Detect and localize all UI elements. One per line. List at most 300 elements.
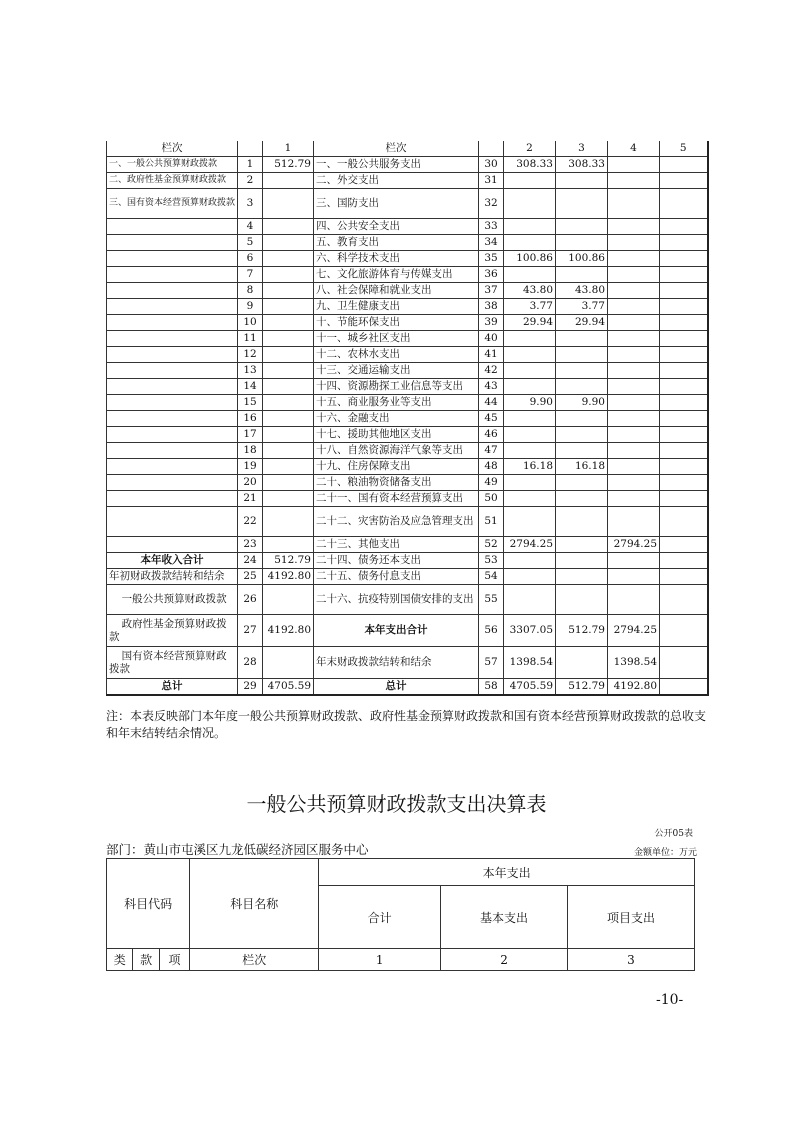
- table-row: [107, 299, 708, 315]
- table-row: [107, 395, 708, 411]
- expense-col5: [660, 173, 708, 189]
- income-row-no: 26: [238, 585, 263, 615]
- expense-project: [608, 173, 660, 189]
- expense-row-no: 46: [479, 427, 504, 443]
- header-total: 合计: [319, 886, 441, 949]
- income-item: [107, 315, 238, 331]
- expense-row-no: 30: [479, 157, 504, 173]
- table-row: [107, 283, 708, 299]
- income-row-no: 23: [238, 537, 263, 553]
- expense-row-no: 33: [479, 219, 504, 235]
- table-row: [107, 379, 708, 395]
- expense-project: [608, 363, 660, 379]
- income-amount: 512.79: [263, 553, 314, 569]
- expense-col5: [660, 283, 708, 299]
- expense-basic: [556, 379, 608, 395]
- income-item: [107, 347, 238, 363]
- expense-basic: [556, 427, 608, 443]
- income-item: [107, 251, 238, 267]
- expense-item: 总计: [314, 679, 479, 696]
- income-row-no: 10: [238, 315, 263, 331]
- income-amount: [263, 283, 314, 299]
- income-item: [107, 235, 238, 251]
- expense-total: [504, 347, 556, 363]
- table-row: [107, 585, 708, 615]
- expense-item: 五、教育支出: [314, 235, 479, 251]
- expense-item: 十四、资源勘探工业信息等支出: [314, 379, 479, 395]
- header-col-2: 2: [504, 141, 556, 157]
- table-row: [107, 679, 708, 696]
- expense-item: 二十三、其他支出: [314, 537, 479, 553]
- expense-col5: [660, 569, 708, 585]
- expense-col5: [660, 475, 708, 491]
- income-amount: [263, 395, 314, 411]
- expense-col5: [660, 615, 708, 647]
- expense-total: [504, 491, 556, 507]
- expense-basic: [556, 331, 608, 347]
- header-basic: 基本支出: [441, 886, 568, 949]
- income-amount: [263, 443, 314, 459]
- table-row: [107, 315, 708, 331]
- income-item: 三、国有资本经营预算财政拨款: [107, 189, 238, 219]
- income-row-no: 19: [238, 459, 263, 475]
- expense-total: 2794.25: [504, 537, 556, 553]
- header-kuan: 款: [133, 949, 159, 971]
- expense-row-no: 48: [479, 459, 504, 475]
- expense-row-no: 54: [479, 569, 504, 585]
- income-item: [107, 411, 238, 427]
- expense-row-no: 45: [479, 411, 504, 427]
- expense-item: 三、国防支出: [314, 189, 479, 219]
- table-note: 注：本表反映部门本年度一般公共预算财政拨款、政府性基金预算财政拨款和国有资本经营预算财政拨款的总收支和年末结转结余情况。: [106, 709, 707, 740]
- expense-project: [608, 427, 660, 443]
- table-row: [107, 569, 708, 585]
- income-amount: 4192.80: [263, 615, 314, 647]
- expense-project: [608, 569, 660, 585]
- expense-item: 七、文化旅游体育与传媒支出: [314, 267, 479, 283]
- expense-total: [504, 219, 556, 235]
- expense-total: [504, 331, 556, 347]
- expense-project: [608, 475, 660, 491]
- income-item: 总计: [107, 679, 238, 696]
- income-item: 二、政府性基金预算财政拨款: [107, 173, 238, 189]
- income-row-no: 21: [238, 491, 263, 507]
- expense-total: [504, 585, 556, 615]
- header-lanci-right: 栏次: [314, 141, 479, 157]
- expense-item: 十六、金融支出: [314, 411, 479, 427]
- expense-total: [504, 507, 556, 537]
- expense-total: [504, 427, 556, 443]
- income-amount: [263, 507, 314, 537]
- expense-row-no: 40: [479, 331, 504, 347]
- table-row: [107, 443, 708, 459]
- expenditure-table: [106, 858, 695, 971]
- income-amount: [263, 251, 314, 267]
- income-row-no: 12: [238, 347, 263, 363]
- expense-row-no: 44: [479, 395, 504, 411]
- income-amount: [263, 585, 314, 615]
- expense-col5: [660, 235, 708, 251]
- table-row: [107, 235, 708, 251]
- expense-col5: [660, 585, 708, 615]
- expense-row-no: 41: [479, 347, 504, 363]
- table-row: [107, 615, 708, 647]
- expense-project: 1398.54: [608, 647, 660, 679]
- expense-col5: [660, 363, 708, 379]
- income-amount: [263, 331, 314, 347]
- income-item: [107, 459, 238, 475]
- expense-project: [608, 553, 660, 569]
- expense-row-no: 37: [479, 283, 504, 299]
- income-amount: [263, 459, 314, 475]
- expense-col5: [660, 491, 708, 507]
- income-row-no: 18: [238, 443, 263, 459]
- expense-basic: [556, 363, 608, 379]
- expense-row-no: 39: [479, 315, 504, 331]
- expense-row-no: 31: [479, 173, 504, 189]
- expense-basic: 16.18: [556, 459, 608, 475]
- expense-basic: [556, 507, 608, 537]
- header-n2: 2: [441, 949, 568, 971]
- expense-project: [608, 585, 660, 615]
- income-amount: 4192.80: [263, 569, 314, 585]
- fiscal-summary-table: [106, 141, 709, 696]
- expense-basic: [556, 189, 608, 219]
- unit-label: 金额单位：万元: [633, 848, 697, 858]
- expense-project: 4192.80: [608, 679, 660, 696]
- income-item: [107, 267, 238, 283]
- income-row-no: 5: [238, 235, 263, 251]
- expense-basic: [556, 569, 608, 585]
- expense-project: [608, 283, 660, 299]
- table-row: [107, 507, 708, 537]
- table-row: [107, 173, 708, 189]
- expense-item: 一、一般公共服务支出: [314, 157, 479, 173]
- income-row-no: 4: [238, 219, 263, 235]
- expense-row-no: 52: [479, 537, 504, 553]
- table-row: [107, 475, 708, 491]
- income-amount: [263, 219, 314, 235]
- expense-row-no: 34: [479, 235, 504, 251]
- expense-row-no: 53: [479, 553, 504, 569]
- income-item: [107, 219, 238, 235]
- expense-row-no: 38: [479, 299, 504, 315]
- income-amount: [263, 173, 314, 189]
- income-amount: [263, 411, 314, 427]
- income-item: [107, 331, 238, 347]
- table-row: [107, 411, 708, 427]
- expense-basic: [556, 647, 608, 679]
- expense-project: 2794.25: [608, 615, 660, 647]
- income-amount: [263, 315, 314, 331]
- expense-basic: [556, 443, 608, 459]
- expense-project: [608, 443, 660, 459]
- expense-project: [608, 299, 660, 315]
- income-row-no: 14: [238, 379, 263, 395]
- income-amount: [263, 647, 314, 679]
- expense-item: 二十四、债务还本支出: [314, 553, 479, 569]
- expense-project: [608, 331, 660, 347]
- expense-basic: [556, 491, 608, 507]
- income-amount: [263, 267, 314, 283]
- income-row-no: 8: [238, 283, 263, 299]
- expense-project: [608, 157, 660, 173]
- table-row: [107, 331, 708, 347]
- table-row: [107, 189, 708, 219]
- expense-col5: [660, 395, 708, 411]
- table-row: [107, 459, 708, 475]
- income-amount: [263, 379, 314, 395]
- expense-item: 年末财政拨款结转和结余: [314, 647, 479, 679]
- expense-basic: [556, 267, 608, 283]
- income-amount: [263, 427, 314, 443]
- income-row-no: 2: [238, 173, 263, 189]
- header-col-3: 3: [556, 141, 608, 157]
- expense-total: 16.18: [504, 459, 556, 475]
- expense-project: [608, 235, 660, 251]
- expense-item: 二十二、灾害防治及应急管理支出: [314, 507, 479, 537]
- income-row-no: 6: [238, 251, 263, 267]
- income-item: 年初财政拨款结转和结余: [107, 569, 238, 585]
- table-row: [107, 251, 708, 267]
- table-header-row: [107, 141, 708, 157]
- income-row-no: 29: [238, 679, 263, 696]
- income-row-no: 16: [238, 411, 263, 427]
- header-col-5: 5: [660, 141, 708, 157]
- income-row-no: 15: [238, 395, 263, 411]
- expense-item: 九、卫生健康支出: [314, 299, 479, 315]
- expense-total: [504, 189, 556, 219]
- expense-col5: [660, 189, 708, 219]
- expense-basic: 9.90: [556, 395, 608, 411]
- expense-item: 十九、住房保障支出: [314, 459, 479, 475]
- expense-total: [504, 379, 556, 395]
- expense-col5: [660, 251, 708, 267]
- header-col-1: 1: [263, 141, 314, 157]
- income-item: [107, 395, 238, 411]
- expense-basic: [556, 219, 608, 235]
- expense-col5: [660, 537, 708, 553]
- expense-total: 3307.05: [504, 615, 556, 647]
- income-item: [107, 443, 238, 459]
- expense-total: [504, 363, 556, 379]
- income-amount: [263, 347, 314, 363]
- expense-col5: [660, 315, 708, 331]
- expense-project: [608, 507, 660, 537]
- income-item: [107, 537, 238, 553]
- header-project: 项目支出: [567, 886, 694, 949]
- expense-basic: [556, 173, 608, 189]
- page-number: -10-: [656, 992, 684, 1008]
- expense-item: 十五、商业服务业等支出: [314, 395, 479, 411]
- income-amount: [263, 363, 314, 379]
- expense-col5: [660, 459, 708, 475]
- expense-col5: [660, 347, 708, 363]
- header-lei: 类: [107, 949, 133, 971]
- expense-item: 本年支出合计: [314, 615, 479, 647]
- income-amount: [263, 491, 314, 507]
- income-item: [107, 491, 238, 507]
- expense-project: [608, 347, 660, 363]
- expense-col5: [660, 553, 708, 569]
- expense-item: 二十、粮油物资储备支出: [314, 475, 479, 491]
- expense-total: [504, 173, 556, 189]
- expense-project: [608, 491, 660, 507]
- section-title: 一般公共预算财政拨款支出决算表: [246, 792, 547, 816]
- expense-basic: [556, 347, 608, 363]
- expense-row-no: 35: [479, 251, 504, 267]
- income-row-no: 24: [238, 553, 263, 569]
- income-amount: [263, 235, 314, 251]
- table-row: [107, 363, 708, 379]
- income-row-no: 27: [238, 615, 263, 647]
- expense-item: 十七、援助其他地区支出: [314, 427, 479, 443]
- expense-basic: 308.33: [556, 157, 608, 173]
- expense-item: 十二、农林水支出: [314, 347, 479, 363]
- expense-basic: [556, 411, 608, 427]
- table-row: [107, 427, 708, 443]
- income-item: 本年收入合计: [107, 553, 238, 569]
- expense-row-no: 36: [479, 267, 504, 283]
- expense-total: [504, 443, 556, 459]
- expense-total: 43.80: [504, 283, 556, 299]
- income-item: [107, 427, 238, 443]
- income-amount: [263, 475, 314, 491]
- income-item: [107, 475, 238, 491]
- expense-col5: [660, 267, 708, 283]
- expense-item: 十三、交通运输支出: [314, 363, 479, 379]
- expense-basic: 100.86: [556, 251, 608, 267]
- expense-row-no: 32: [479, 189, 504, 219]
- expense-basic: 43.80: [556, 283, 608, 299]
- expense-total: 3.77: [504, 299, 556, 315]
- expense-project: [608, 315, 660, 331]
- expense-basic: 512.79: [556, 679, 608, 696]
- expense-basic: 3.77: [556, 299, 608, 315]
- income-amount: [263, 189, 314, 219]
- income-item: 国有资本经营预算财政拨款: [107, 647, 238, 679]
- income-item: [107, 363, 238, 379]
- income-amount: 4705.59: [263, 679, 314, 696]
- expense-item: 二十五、债务付息支出: [314, 569, 479, 585]
- income-amount: [263, 299, 314, 315]
- expense-col5: [660, 411, 708, 427]
- table-row: [107, 219, 708, 235]
- header-col-4: 4: [608, 141, 660, 157]
- expense-col5: [660, 157, 708, 173]
- table-row: [107, 491, 708, 507]
- expense-col5: [660, 647, 708, 679]
- expense-item: 十、节能环保支出: [314, 315, 479, 331]
- expense-item: 四、公共安全支出: [314, 219, 479, 235]
- expense-project: [608, 459, 660, 475]
- table-row: [107, 157, 708, 173]
- income-row-no: 1: [238, 157, 263, 173]
- header-xiang: 项: [159, 949, 189, 971]
- form-id: 公开05表: [654, 829, 693, 839]
- expense-item: 二、外交支出: [314, 173, 479, 189]
- table-row: [107, 553, 708, 569]
- header-n3: 3: [567, 949, 694, 971]
- expense-row-no: 55: [479, 585, 504, 615]
- expense-project: [608, 411, 660, 427]
- income-row-no: 7: [238, 267, 263, 283]
- income-row-no: 25: [238, 569, 263, 585]
- income-row-no: 3: [238, 189, 263, 219]
- income-item: [107, 379, 238, 395]
- expense-project: [608, 379, 660, 395]
- header-n1: 1: [319, 949, 441, 971]
- income-row-no: 11: [238, 331, 263, 347]
- expense-col5: [660, 427, 708, 443]
- income-row-no: 20: [238, 475, 263, 491]
- expense-project: 2794.25: [608, 537, 660, 553]
- expense-project: [608, 189, 660, 219]
- expense-row-no: 49: [479, 475, 504, 491]
- income-amount: [263, 537, 314, 553]
- expense-basic: [556, 235, 608, 251]
- expense-row-no: 42: [479, 363, 504, 379]
- expense-item: 二十六、抗疫特别国债安排的支出: [314, 585, 479, 615]
- expense-row-no: 58: [479, 679, 504, 696]
- expense-total: [504, 475, 556, 491]
- expense-item: 十一、城乡社区支出: [314, 331, 479, 347]
- expense-row-no: 51: [479, 507, 504, 537]
- expense-col5: [660, 299, 708, 315]
- header-current-year: 本年支出: [319, 859, 695, 886]
- department-label: 部门：黄山市屯溪区九龙低碳经济园区服务中心: [106, 842, 369, 857]
- income-item: [107, 283, 238, 299]
- expense-project: [608, 219, 660, 235]
- expense-total: 100.86: [504, 251, 556, 267]
- table-row: [107, 537, 708, 553]
- table-row: [107, 347, 708, 363]
- header-name: 科目名称: [190, 859, 319, 949]
- expense-total: 9.90: [504, 395, 556, 411]
- income-item: 一、一般公共预算财政拨款: [107, 157, 238, 173]
- income-item: 一般公共预算财政拨款: [107, 585, 238, 615]
- income-row-no: 9: [238, 299, 263, 315]
- expense-basic: [556, 475, 608, 491]
- expense-total: [504, 553, 556, 569]
- income-item: 政府性基金预算财政拨款: [107, 615, 238, 647]
- expense-total: [504, 569, 556, 585]
- expense-total: [504, 411, 556, 427]
- expense-basic: [556, 537, 608, 553]
- income-row-no: 17: [238, 427, 263, 443]
- expense-item: 八、社会保障和就业支出: [314, 283, 479, 299]
- expense-row-no: 56: [479, 615, 504, 647]
- header-lanci-left: 栏次: [107, 141, 238, 157]
- expense-col5: [660, 379, 708, 395]
- expense-col5: [660, 507, 708, 537]
- expense-total: 4705.59: [504, 679, 556, 696]
- expense-item: 二十一、国有资本经营预算支出: [314, 491, 479, 507]
- expense-item: 十八、自然资源海洋气象等支出: [314, 443, 479, 459]
- expense-item: 六、科学技术支出: [314, 251, 479, 267]
- expense-total: 1398.54: [504, 647, 556, 679]
- expense-row-no: 57: [479, 647, 504, 679]
- income-amount: 512.79: [263, 157, 314, 173]
- expense-project: [608, 267, 660, 283]
- expense-basic: [556, 553, 608, 569]
- expense-col5: [660, 679, 708, 696]
- expense-col5: [660, 443, 708, 459]
- expense-project: [608, 251, 660, 267]
- expense-total: 29.94: [504, 315, 556, 331]
- expense-total: [504, 235, 556, 251]
- expense-col5: [660, 219, 708, 235]
